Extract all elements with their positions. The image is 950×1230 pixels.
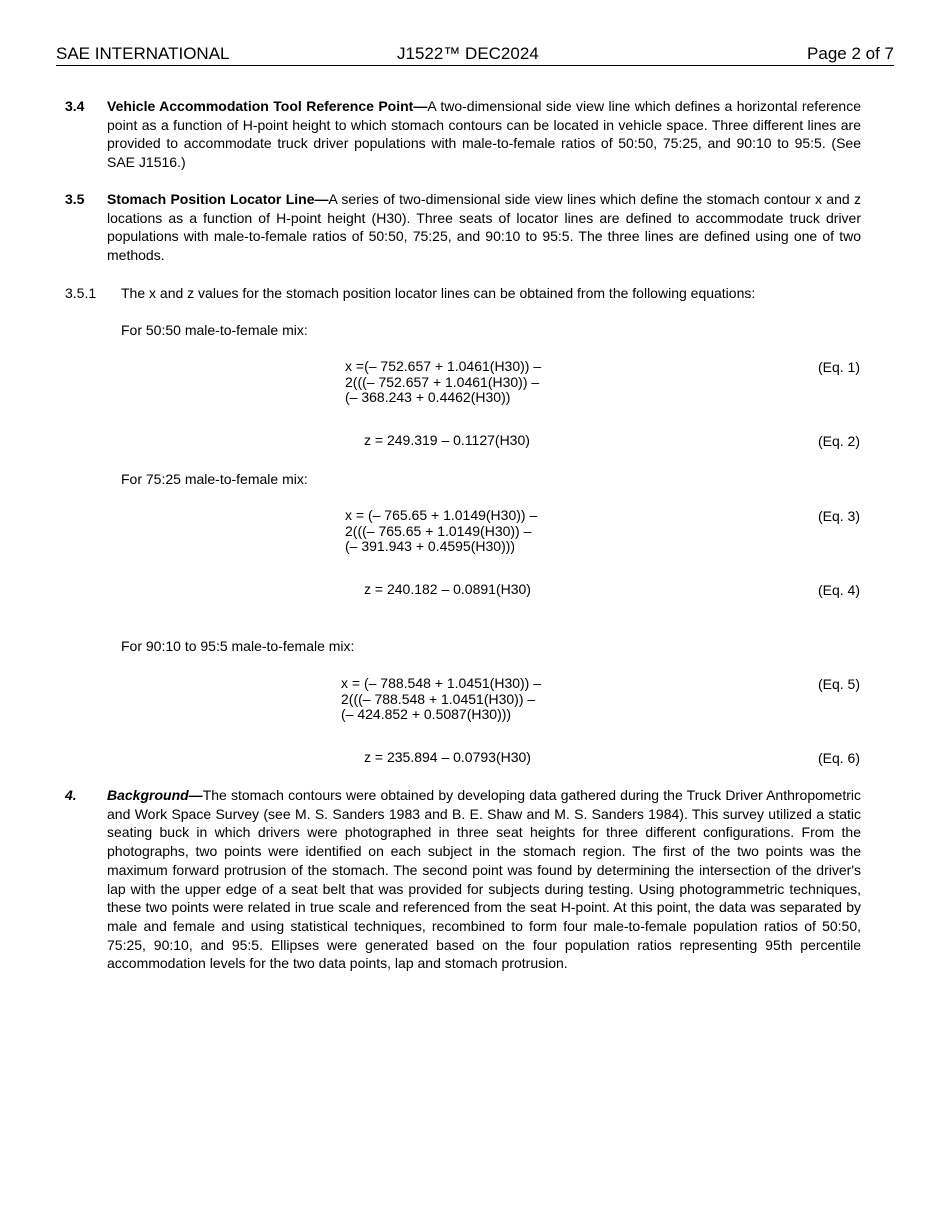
eq5-line-2: 2(((– 788.548 + 1.0451(H30)) – [341,690,536,707]
eq5-block [341,676,541,723]
mix-90-10-label: For 90:10 to 95:5 male-to-female mix: [121,638,355,654]
eq1-line-2: 2(((– 752.657 + 1.0461(H30)) – [345,373,540,390]
eq3-block [345,508,537,555]
eq2-label: (Eq. 2) [817,433,860,449]
eq3-line-1: x = (– 765.65 + 1.0149(H30)) – [345,507,538,523]
section-3-4-paragraph [107,97,861,172]
section-3-4-number: 3.4 [65,98,85,114]
eq3-line-3: (– 391.943 + 0.4595(H30))) [345,538,516,554]
eq4-line: z = 240.182 – 0.0891(H30) [364,581,531,597]
section-3-5-text: A series of two-dimensional side view lines which define the stomach contour x and z locations as a function of H-point height (H30). Three seats of locator lines are defined to accommodate truck driver populations with male-to-female ratios of 50:50, 75:25, and 90:10 to 95:5. The three lines are defined using one of two methods. [107,191,861,264]
section-4-paragraph [107,786,861,973]
eq3-label: (Eq. 3) [817,508,860,524]
eq1-label: (Eq. 1) [817,359,860,375]
eq5-line-3: (– 424.852 + 0.5087(H30))) [341,706,512,722]
eq5-label: (Eq. 5) [817,676,860,692]
eq6-label: (Eq. 6) [817,750,860,766]
eq4-label: (Eq. 4) [817,582,860,598]
mix-50-50-label: For 50:50 male-to-female mix: [121,322,308,338]
section-3-5-1-text: The x and z values for the stomach position locator lines can be obtained from the following equations: [121,285,756,301]
eq1-line-3: (– 368.243 + 0.4462(H30)) [345,389,511,405]
section-4-title: Background— [107,787,203,803]
header-doc-id: J1522™ DEC2024 [397,44,539,63]
eq2-line: z = 249.319 – 0.1127(H30) [364,432,530,448]
section-4-number: 4. [65,787,77,803]
section-4-text: The stomach contours were obtained by developing data gathered during the Truck Driver Anthropometric and Work Space Survey (see M. S. Sanders 1983 and B. E. Shaw and M. S. Sanders 1984). This survey utilized a static seating buck in which drivers were photographed in three seat heights for three different configurations. From the photographs, two points were identified on each subject in the stomach region. The first of the two points was the maximum forward protrusion of the stomach. The second point was found by determining the intersection of the driver's lap with the upper edge of a seat belt that was provided for subjects during testing. Using photogrammetric techniques, these two points were related in true scale and referenced from the seat H-point. At this point, the data was separated by male and female and using statistical techniques, recombined to form four male-to-female population ratios of 50:50, 75:25, 90:10, and 95:5. Ellipses were generated based on the four population ratios representing 95th percentile accommodation levels for the two data points, lap and stomach protrusion. [107,787,861,972]
eq6-line: z = 235.894 – 0.0793(H30) [364,749,531,765]
section-3-5-title: Stomach Position Locator Line— [107,191,329,207]
mix-75-25-label: For 75:25 male-to-female mix: [121,471,308,487]
section-3-5-1-number: 3.5.1 [65,285,97,301]
header-page-number: Page 2 of 7 [807,44,894,63]
eq3-line-2: 2(((– 765.65 + 1.0149(H30)) – [345,522,532,539]
section-3-5-paragraph [107,190,861,265]
header-org: SAE INTERNATIONAL [56,44,230,63]
eq1-line-1: x =(– 752.657 + 1.0461(H30)) – [345,358,542,374]
eq1-block [345,359,541,406]
section-3-4-title: Vehicle Accommodation Tool Reference Point— [107,98,428,114]
page-header [56,44,894,66]
eq5-line-1: x = (– 788.548 + 1.0451(H30)) – [341,675,542,691]
section-3-5-number: 3.5 [65,191,85,207]
section-3-4-text: A two-dimensional side view line which defines a horizontal reference point as a function of H-point height to which stomach contours can be located in vehicle space. Three different lines are provided to accommodate truck driver populations with male-to-female ratios of 50:50, 75:25, and 90:10 to 95:5. (See SAE J1516.) [107,98,861,171]
